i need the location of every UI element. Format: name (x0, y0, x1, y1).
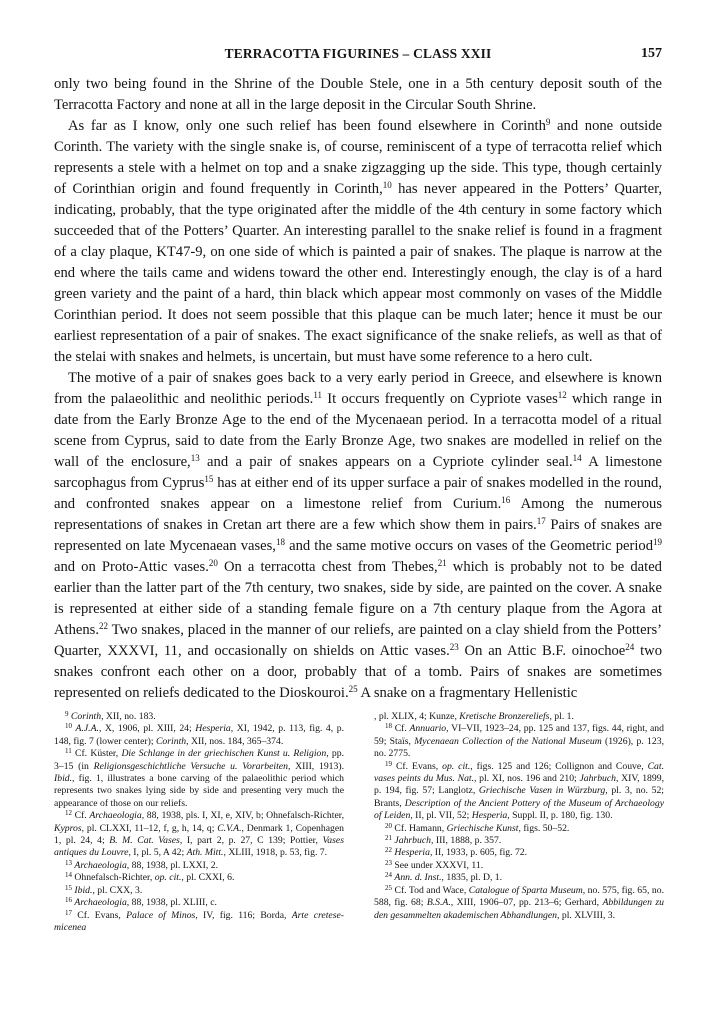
footnote-15: $^{15}$ Ibid., pl. CXX, 3. (65, 883, 143, 896)
note-ref: 16 (501, 495, 511, 505)
running-title: TERRACOTTA FIGURINES – CLASS XXII (224, 46, 492, 61)
footnote-19: $^{19}$ Cf. Evans, op. cit., figs. 125 and 126; Collignon and Couve, Cat. vases peints du Mus. Nat., pl. XI, nos. 196 and 210; Jahrbuch, XIV, 1899, p. 194, fig. 57; Langlotz, Griechische Vasen in Würzburg, pl. 3, no. 52; Brants, Description of the Ancient Pottery of the Museum of Archaeology of Leiden, II, pl. VII, 52; Hesperia, Suppl. II, p. 180, fig. 130. (374, 759, 665, 822)
note-ref: 25 (348, 684, 358, 694)
footnote-9: $^9$ Corinth, XII, no. 183. (65, 710, 156, 722)
footnote-11: $^{11}$ Cf. Küster, Die Schlange in der griechischen Kunst u. Religion, pp. 3–15 (in Religionsgeschichtliche Versuche u. Vorarbeiten, XIII, 1913). Ibid., fig. 1, illustrates a bone carving of the palaeolithic period which represents two snakes lying side by side and presenting very much the appearance of those on our reliefs. (54, 747, 345, 809)
running-header (54, 46, 662, 66)
footnote-18: $^{18}$ Cf. Annuario, VI–VII, 1923–24, pp. 125 and 137, figs. 44, right, and 59; Staïs, Mycenaean Collection of the National Museum (1926), p. 123, no. 2775. (374, 722, 665, 760)
footnote-20: $^{20}$ Cf. Hamann, Griechische Kunst, figs. 50–52. (385, 821, 570, 834)
footnote-13: $^{13}$ Archaeologia, 88, 1938, pl. LXXI, 2. (65, 858, 219, 871)
paragraph-3: The motive of a pair of snakes goes back to a very early period in Greece, and elsewhere is known from the palaeolithic and neolithic periods.$^{11}$ It occurs frequently on Cypriote vases$^{12}$ which range in date from the Early Bronze Age to the end of the Mycenaean period. In a terracotta model of a ritual scene from Cyprus, said to date from the Early Bronze Age, two snakes are modelled in relief on the wall of the enclosure,$^{13}$ and a pair of snakes appears on a Cypriote cylinder seal.$^{14}$ A limestone sarcophagus from Cyprus$^{15}$ has at either end of its upper surface a pair of snakes modelled in the round, and confronted snakes appear on a limestone relief from Curium.$^{16}$ Among the numerous representations of snakes in Cretan art there are a few which show them in pairs.$^{17}$ Pairs of snakes are represented on late Mycenaean vases,$^{18}$ and the same motive occurs on vases of the Geometric period$^{19}$ and on Proto-Attic vases.$^{20}$ On a terracotta chest from Thebes,$^{21}$ which is probably not to be dated earlier than the latter part of the 7th century, two snakes, side by side, are painted on the cover. A snake is represented at either side of a standing female figure on a 7th century plaque from the Agora at Athens.$^{22}$ Two snakes, placed in the manner of our reliefs, are painted on a clay shield from the Potters’ Quarter, XXXVI, 11, and occasionally on shields on Attic vases.$^{23}$ On an Attic B.F. oinochoe$^{24}$ two snakes confront each other on a door, probably that of a tomb. Pairs of snakes are sometimes represented on reliefs dedicated to the Dioskouroi.$^{25}$ A snake on a fragmentary Hellenistic (54, 370, 663, 701)
footnote-24: $^{24}$ Ann. d. Inst., 1835, pl. D, 1. (385, 871, 503, 884)
note-ref: 14 (572, 453, 582, 463)
note-ref: 13 (190, 453, 200, 463)
footnote-25: $^{25}$ Cf. Tod and Wace, Catalogue of Sparta Museum, no. 575, fig. 65, no. 588, fig. 68; B.S.A., XIII, 1906–07, pp. 213–6; Gerhard, Abbildungen zu den gesammelten akademischen Abhandlungen, pl. XLVIII, 3. (374, 883, 664, 921)
footnote-12: $^{12}$ Cf. Archaeologia, 88, 1938, pls. I, XI, e, XIV, b; Ohnefalsch-Richter, Kypros, pl. CLXXI, 11–12, f, g, h, 14, q; C.V.A., Denmark 1, Copenhagen 1, pl. 24, 4; B. M. Cat. Vases, I, part 2, p. 27, C 139; Pottier, Vases antiques du Louvre, I, pl. 5, A 42; Ath. Mitt., XLIII, 1918, p. 53, fig. 7. (54, 809, 345, 859)
note-ref: 18 (275, 537, 285, 547)
note-ref: 12 (557, 390, 567, 400)
note-ref: 15 (204, 474, 214, 484)
note-ref: 10 (382, 180, 392, 190)
page-number: 157 (641, 46, 662, 61)
footnote-17: $^{17}$ Cf. Evans, Palace of Minos, IV, fig. 116; Borda, Arte cretese-micenea (54, 908, 344, 933)
body-text (54, 74, 662, 704)
footnotes-right-column (374, 711, 664, 922)
note-ref: 20 (208, 558, 218, 568)
note-ref: 23 (449, 642, 459, 652)
footnote-10: $^{10}$ A.J.A., X, 1906, pl. XIII, 24; Hesperia, XI, 1942, p. 113, fig. 4, p. 148, fig. 7 (lower center); Corinth, XII, nos. 184, 365–374. (54, 722, 344, 747)
footnote-21: $^{21}$ Jahrbuch, III, 1888, p. 357. (385, 834, 502, 847)
note-ref: 17 (536, 516, 546, 526)
note-ref: 9 (545, 117, 551, 127)
note-ref: 22 (99, 621, 108, 631)
footnote-14: $^{14}$ Ohnefalsch-Richter, op. cit., pl. CXXI, 6. (65, 871, 235, 884)
note-ref: 24 (625, 642, 635, 652)
note-ref: 11 (313, 390, 322, 400)
footnote-17-continued: , pl. XLIX, 4; Kunze, Kretische Bronzereliefs, pl. 1. (374, 711, 574, 722)
footnote-23: $^{23}$ See under XXXVI, 11. (385, 858, 484, 871)
footnote-16: $^{16}$ Archaeologia, 88, 1938, pl. XLIII, c. (65, 896, 217, 909)
note-ref: 19 (653, 537, 662, 547)
footnote-22: $^{22}$ Hesperia, II, 1933, p. 605, fig. 72. (385, 846, 528, 859)
footnotes-left-column (54, 711, 344, 934)
paragraph-1: only two being found in the Shrine of the Double Stele, one in a 5th century deposit south of the Terracotta Factory and none at all in the large deposit in the Circular South Shrine. (54, 76, 662, 113)
paragraph-2: As far as I know, only one such relief has been found elsewhere in Corinth$^9$ and none outside Corinth. The variety with the single snake is, of course, reminiscent of a type of terracotta relief which represents a stele with a helmet on top and a snake zigzagging up the side. This type, though certainly of Corinthian origin and found frequently in Corinth,$^{10}$ has never appeared in the Potters’ Quarter, indicating, probably, that the type originated after the middle of the 4th century in some factory which succeeded that of the Potters’ Quarter. An interesting parallel to the snake relief is found in a fragment of a clay plaque, KT47-9, on one side of which is painted a pair of snakes. The plaque is narrow at the end where the tails came and widens toward the other end. Interestingly enough, the clay is of a hard green variety and the paint of a hard, thin black which appear most commonly on vases of the Middle Corinthian period. It does not seem possible that this plaque can be much later; hence it must be our earliest representation of a pair of snakes. The exact significance of the snake reliefs, as well as that of the stelai with snakes and helmets, is uncertain, but must have some reference to a hero cult. (54, 117, 662, 365)
note-ref: 21 (437, 558, 447, 568)
